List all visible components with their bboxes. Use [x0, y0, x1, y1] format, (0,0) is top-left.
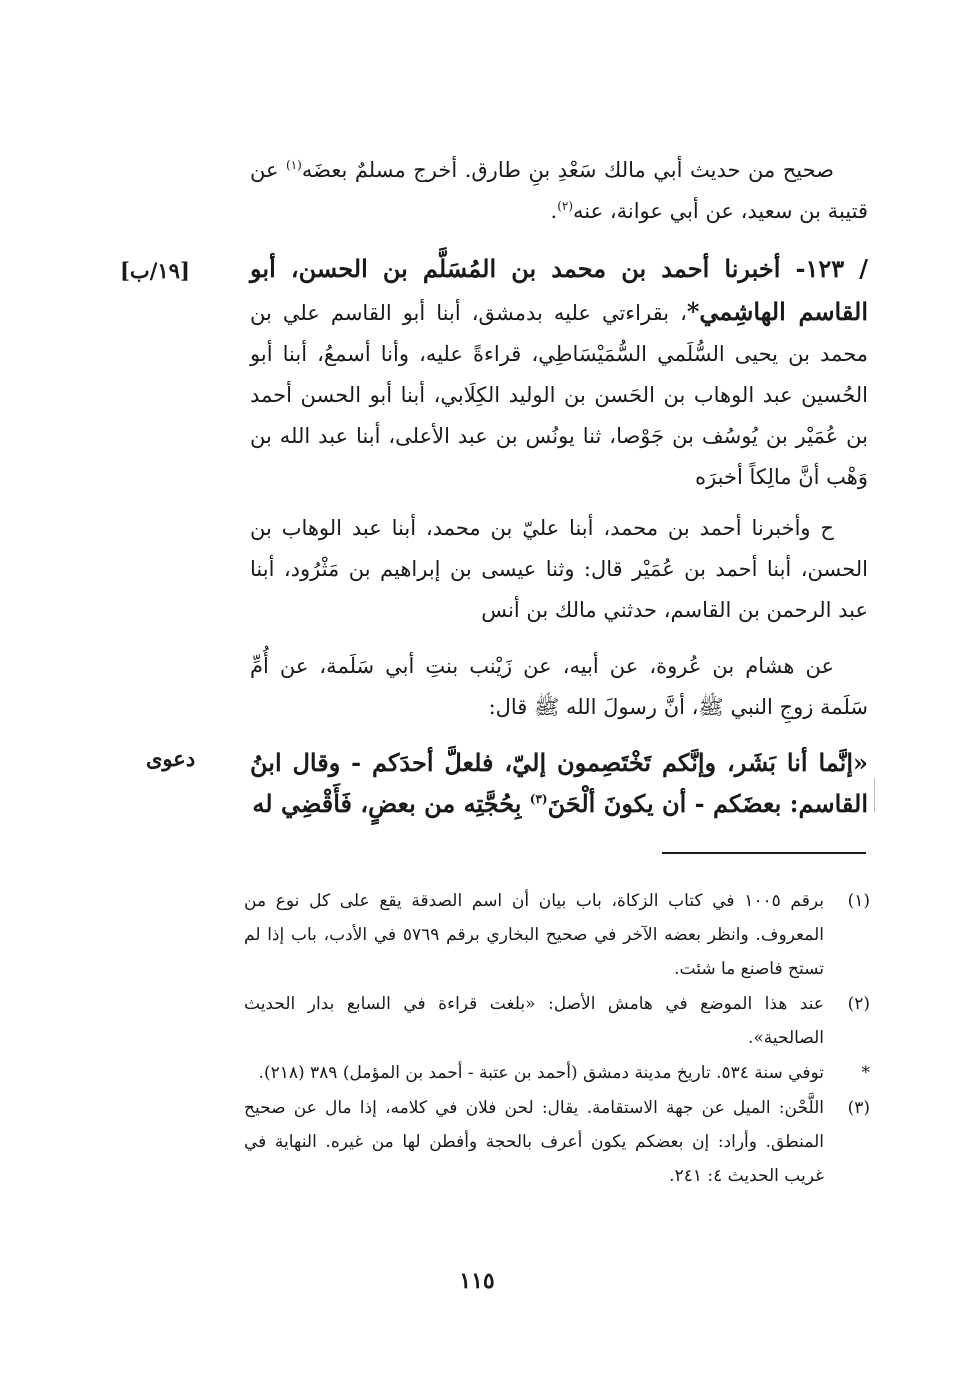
- footnote-ref-3: (٣): [529, 792, 548, 806]
- chain-end-text: عن هشام بن عُروة، عن أبيه، عن زَيْنب بنتِ أبي سَلَمة، عن أُمِّ سَلَمة زوجِ النبي ﷺ، أنَّ رسولَ الله ﷺ قال:: [250, 654, 868, 719]
- hadith-text-b: بِحُجَّتِه من بعضٍ، فَأَقْضِي له: [252, 789, 530, 818]
- footnote-ref-1: (١): [286, 158, 302, 172]
- footnote-separator: [662, 852, 866, 854]
- footnote-text: اللَّحْن: الميل عن جهة الاستقامة. يقال: لحن فلان في كلامه، إذا مال عن صحيح المنطق. وأراد: إن بعضكم يكون أعرف بالحجة وأفطن لها من غيره. النهاية في غريب الحديث ٤: ٢٤١.: [244, 1098, 824, 1186]
- footnote-1: [244, 884, 870, 986]
- footnote-text: عند هذا الموضع في هامش الأصل: «بلغت قراءة في السابع بدار الحديث الصالحية».: [244, 994, 824, 1048]
- hadith-123-paragraph: [250, 248, 868, 498]
- footnote-star: [244, 1056, 870, 1090]
- intro-paragraph: [250, 150, 868, 232]
- footnote-number: (٢): [847, 994, 870, 1014]
- page-number: ١١٥: [459, 1268, 495, 1294]
- hadith-heading: / ١٢٣- أخبرنا أحمد بن محمد بن المُسَلَّم بن الحسن، أبو القاسم الهاشِمي*: [250, 254, 868, 326]
- footnote-2: [244, 987, 870, 1055]
- footnotes: [244, 884, 870, 1194]
- second-chain-paragraph: [250, 508, 868, 631]
- footnote-number: (١): [847, 891, 870, 911]
- hadith-text-a: «إنَّما أنا بَشَر، وإنَّكم تَخْتَصِمون إليّ، فلعلَّ أحدَكم - وقال ابنُ القاسم: بعضَكم - أن يكونَ ألْحَنَ: [250, 748, 868, 818]
- intro-text-b: عن قتيبة بن سعيد، عن أبي عوانة، عنه: [250, 158, 868, 223]
- footnote-number: *: [861, 1063, 870, 1083]
- footnote-3: [244, 1091, 870, 1193]
- footnote-ref-2: (٢): [557, 199, 574, 213]
- topic-margin-note: دعوى: [146, 746, 196, 771]
- second-chain-text: ح وأخبرنا أحمد بن محمد، أبنا عليّ بن محمد، أبنا عبد الوهاب بن الحسن، أبنا أحمد بن عُمَيْر قال: وثنا عيسى بن إبراهيم بن مَثْرُود، أبنا عبد الرحمن بن القاسم، حدثني مالك بن أنس: [250, 516, 868, 622]
- footnote-text: برقم ١٠٠٥ في كتاب الزكاة، باب بيان أن اسم الصدقة يقع على كل نوع من المعروف. وانظر بعضه الآخر في صحيح البخاري برقم ٥٧٦٩ في الأدب، باب إذا لم تستح فاصنع ما شئت.: [244, 891, 824, 979]
- chain-end-paragraph: [250, 646, 868, 728]
- hadith-text-paragraph: [250, 742, 868, 824]
- folio-marker: [١٩/ب]: [120, 258, 190, 283]
- footnote-number: (٣): [847, 1098, 870, 1118]
- scan-edge-mark: [874, 778, 875, 812]
- hadith-isnad: ، بقراءتي عليه بدمشق، أبنا أبو القاسم علي بن محمد بن يحيى السُّلَمي السُّمَيْسَاطِي، قراءةً عليه، وأنا أسمعُ، أبنا أبو الحُسين عبد الوهاب بن الحَسن بن الوليد الكِلَابي، أبنا أبو الحسن أحمد بن عُمَيْر بن يُوسُف بن جَوْصا، ثنا يونُس بن عبد الأعلى، أبنا عبد الله بن وَهْب أنَّ مالِكاً أخبرَه: [250, 301, 868, 489]
- footnote-text: توفي سنة ٥٣٤. تاريخ مدينة دمشق (أحمد بن عتبة - أحمد بن المؤمل) ٣٨٩ (٢١٨).: [258, 1063, 824, 1083]
- intro-text-a: صحيح من حديث أبي مالك سَعْدِ بنِ طارق. أخرج مسلمٌ بعضَه: [301, 158, 834, 182]
- intro-text-c: .: [550, 199, 558, 223]
